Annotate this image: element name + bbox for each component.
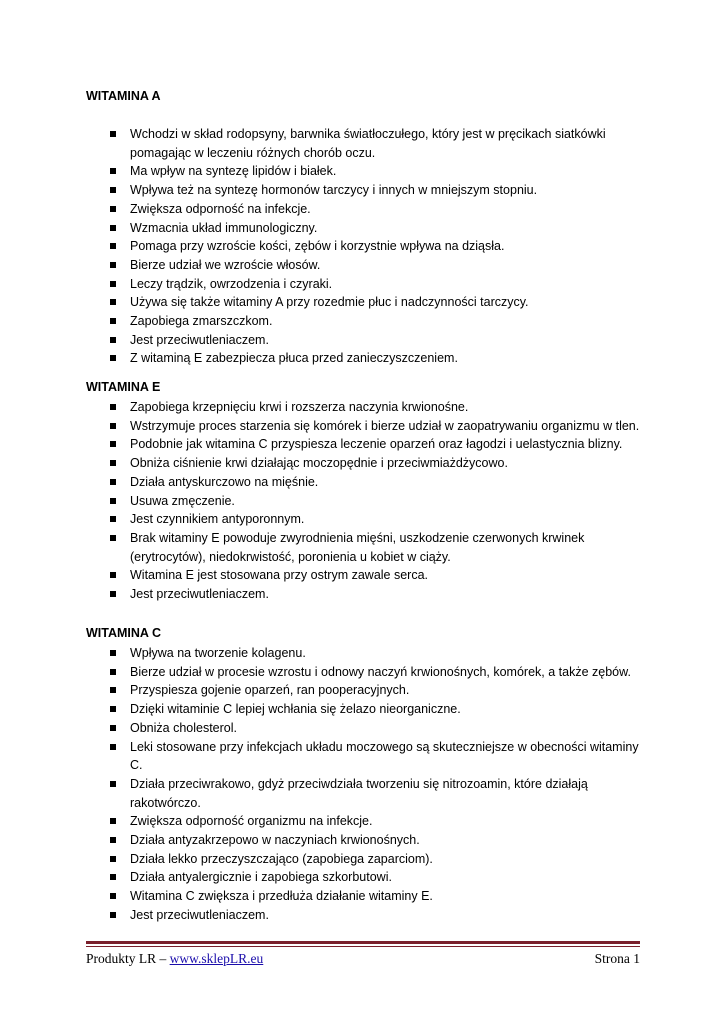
square-bullet-icon [110, 131, 116, 137]
footer-divider [86, 941, 640, 944]
list-item-text: Jest przeciwutleniaczem. [130, 587, 269, 602]
square-bullet-icon [110, 706, 116, 712]
list-item-text: Z witaminą E zabezpiecza płuca przed zanieczyszczeniem. [130, 351, 458, 366]
list-item [86, 585, 646, 604]
list-item-text: Jest czynnikiem antyporonnym. [130, 512, 305, 527]
list-item [86, 293, 646, 312]
list-item-text: Zapobiega zmarszczkom. [130, 314, 273, 329]
footer-left [86, 950, 263, 968]
list-item-text: Leki stosowane przy infekcjach układu moczowego są skuteczniejsze w obecności witaminy C. [130, 739, 639, 773]
square-bullet-icon [110, 856, 116, 862]
list-item [86, 181, 646, 200]
square-bullet-icon [110, 781, 116, 787]
bullet-list [86, 125, 646, 368]
list-item-text: Bierze udział w procesie wzrostu i odnowy naczyń krwionośnych, komórek, a także zębów. [130, 664, 631, 679]
square-bullet-icon [110, 669, 116, 675]
list-item-text: Działa lekko przeczyszczająco (zapobiega zaparciom). [130, 851, 433, 866]
square-bullet-icon [110, 687, 116, 693]
list-item [86, 906, 646, 925]
list-item [86, 454, 646, 473]
square-bullet-icon [110, 912, 116, 918]
square-bullet-icon [110, 243, 116, 249]
list-item [86, 331, 646, 350]
list-item-text: Działa antyzakrzepowo w naczyniach krwionośnych. [130, 833, 420, 848]
section-title: WITAMINA C [86, 626, 161, 640]
list-item-text: Zwiększa odporność na infekcje. [130, 201, 311, 216]
list-item [86, 831, 646, 850]
list-item [86, 510, 646, 529]
list-item [86, 125, 646, 162]
section-title: WITAMINA A [86, 89, 161, 103]
list-item-text: Jest przeciwutleniaczem. [130, 332, 269, 347]
square-bullet-icon [110, 206, 116, 212]
bullet-list [86, 398, 646, 604]
list-item [86, 435, 646, 454]
list-item-text: Witamina C zwiększa i przedłuża działanie witaminy E. [130, 889, 433, 904]
square-bullet-icon [110, 818, 116, 824]
square-bullet-icon [110, 535, 116, 541]
list-item [86, 349, 646, 368]
list-item-text: Wzmacnia układ immunologiczny. [130, 220, 318, 235]
square-bullet-icon [110, 591, 116, 597]
footer-prefix: Produkty LR – [86, 951, 170, 966]
square-bullet-icon [110, 516, 116, 522]
square-bullet-icon [110, 498, 116, 504]
list-item [86, 529, 646, 566]
list-item [86, 775, 646, 812]
section-title: WITAMINA E [86, 380, 161, 394]
list-item-text: Witamina E jest stosowana przy ostrym zawale serca. [130, 568, 429, 583]
list-item-text: Zwiększa odporność organizmu na infekcje. [130, 814, 373, 829]
square-bullet-icon [110, 650, 116, 656]
list-item-text: Leczy trądzik, owrzodzenia i czyraki. [130, 276, 333, 291]
square-bullet-icon [110, 837, 116, 843]
bullet-list [86, 644, 646, 925]
list-item-text: Bierze udział we wzroście włosów. [130, 257, 321, 272]
footer-link[interactable]: www.sklepLR.eu [169, 951, 264, 966]
list-item [86, 644, 646, 663]
list-item-text: Ma wpływ na syntezę lipidów i białek. [130, 164, 337, 179]
square-bullet-icon [110, 262, 116, 268]
square-bullet-icon [110, 168, 116, 174]
list-item-text: Działa antyalergicznie i zapobiega szkorbutowi. [130, 870, 392, 885]
footer-divider-thin [86, 946, 640, 947]
list-item-text: Podobnie jak witamina C przyspiesza leczenie oparzeń oraz łagodzi i uelastycznia blizny. [130, 437, 623, 452]
list-item-text: Wpływa też na syntezę hormonów tarczycy i innych w mniejszym stopniu. [130, 183, 538, 198]
list-item [86, 256, 646, 275]
square-bullet-icon [110, 225, 116, 231]
square-bullet-icon [110, 893, 116, 899]
list-item-text: Obniża cholesterol. [130, 720, 238, 735]
list-item-text: Wstrzymuje proces starzenia się komórek i bierze udział w zaopatrywaniu organizmu w tlen. [130, 418, 640, 433]
list-item-text: Brak witaminy E powoduje zwyrodnienia mięśni, uszkodzenie czerwonych krwinek (erytrocytów), niedokrwistość, poronienia u kobiet w ciąży. [130, 530, 585, 564]
list-item [86, 473, 646, 492]
list-item-text: Przyspiesza gojenie oparzeń, ran pooperacyjnych. [130, 683, 410, 698]
list-item [86, 850, 646, 869]
list-item [86, 868, 646, 887]
square-bullet-icon [110, 460, 116, 466]
square-bullet-icon [110, 441, 116, 447]
list-item [86, 887, 646, 906]
list-item [86, 812, 646, 831]
square-bullet-icon [110, 299, 116, 305]
list-item-text: Obniża ciśnienie krwi działając moczopędnie i przeciwmiażdżycowo. [130, 456, 508, 471]
list-item [86, 162, 646, 181]
list-item-text: Używa się także witaminy A przy rozedmie płuc i nadczynności tarczycy. [130, 295, 529, 310]
list-item-text: Działa antyskurczowo na mięśnie. [130, 474, 319, 489]
square-bullet-icon [110, 187, 116, 193]
list-item-text: Działa przeciwrakowo, gdyż przeciwdziała tworzeniu się nitrozoamin, które działają rakotwórczo. [130, 776, 588, 810]
square-bullet-icon [110, 572, 116, 578]
list-item [86, 200, 646, 219]
section-vitamin-c [86, 624, 646, 925]
page-footer [86, 950, 640, 970]
square-bullet-icon [110, 874, 116, 880]
list-item [86, 219, 646, 238]
list-item [86, 275, 646, 294]
list-item-text: Jest przeciwutleniaczem. [130, 907, 269, 922]
list-item [86, 312, 646, 331]
list-item [86, 719, 646, 738]
list-item-text: Zapobiega krzepnięciu krwi i rozszerza naczynia krwionośne. [130, 400, 469, 414]
list-item [86, 700, 646, 719]
square-bullet-icon [110, 281, 116, 287]
list-item [86, 398, 646, 417]
square-bullet-icon [110, 337, 116, 343]
square-bullet-icon [110, 423, 116, 429]
list-item [86, 417, 646, 436]
list-item-text: Pomaga przy wzroście kości, zębów i korzystnie wpływa na dziąsła. [130, 239, 505, 254]
list-item [86, 681, 646, 700]
square-bullet-icon [110, 479, 116, 485]
list-item [86, 663, 646, 682]
list-item-text: Wchodzi w skład rodopsyny, barwnika światłoczułego, który jest w pręcikach siatkówki pomagając w leczeniu różnych chorób oczu. [130, 127, 606, 160]
square-bullet-icon [110, 355, 116, 361]
square-bullet-icon [110, 744, 116, 750]
list-item [86, 566, 646, 585]
square-bullet-icon [110, 404, 116, 410]
list-item [86, 492, 646, 511]
list-item-text: Wpływa na tworzenie kolagenu. [130, 646, 306, 660]
square-bullet-icon [110, 318, 116, 324]
page-number: Strona 1 [594, 951, 640, 966]
section-vitamin-e [86, 378, 646, 604]
list-item [86, 237, 646, 256]
square-bullet-icon [110, 725, 116, 731]
list-item [86, 738, 646, 775]
list-item-text: Dzięki witaminie C lepiej wchłania się żelazo nieorganiczne. [130, 702, 461, 717]
list-item-text: Usuwa zmęczenie. [130, 493, 235, 508]
section-vitamin-a [86, 87, 646, 368]
